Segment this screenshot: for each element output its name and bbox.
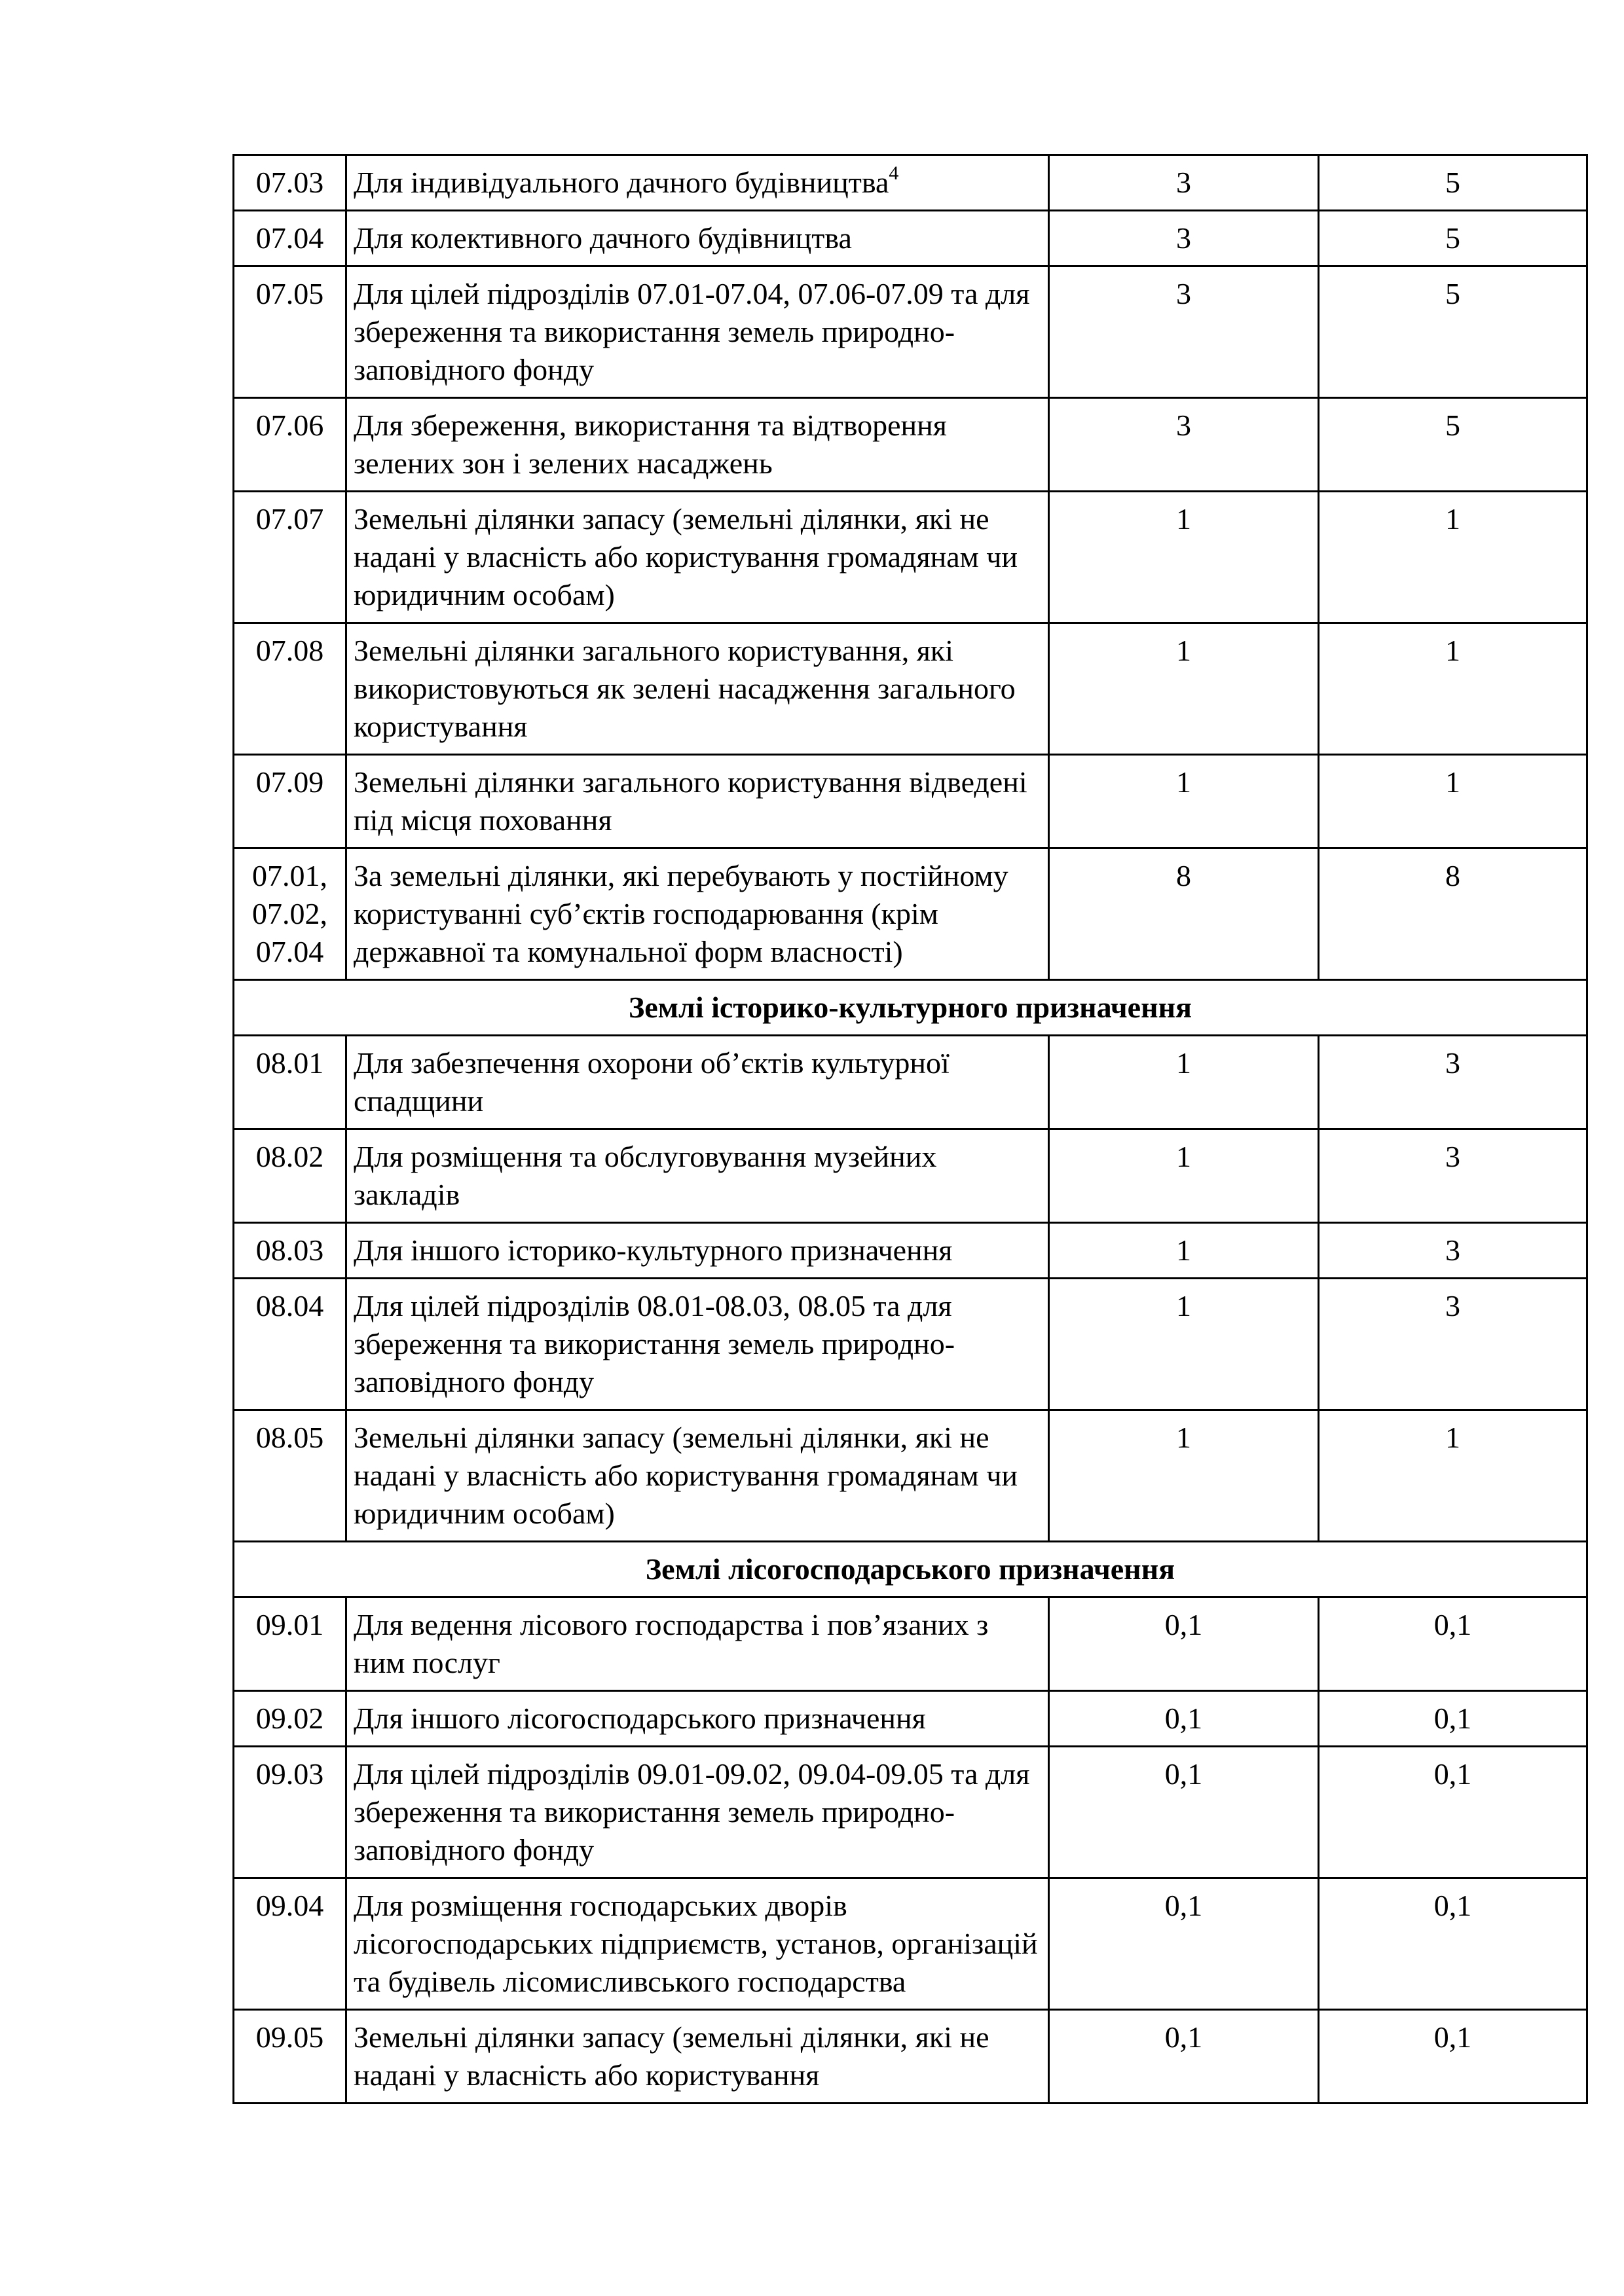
rate-value-2: 1: [1319, 1410, 1587, 1542]
land-code: 07.02,: [252, 897, 327, 930]
rate-value-2: 5: [1319, 398, 1587, 492]
land-code-cell: [234, 2010, 346, 2104]
land-code: 08.03: [255, 1233, 324, 1267]
description-text: Для іншого лісогосподарського призначення: [354, 1702, 926, 1735]
rate-value-1: 1: [1049, 1129, 1319, 1223]
rate-value-1: 0,1: [1049, 1597, 1319, 1691]
table-row: [234, 398, 1587, 492]
table-row: [234, 1223, 1587, 1279]
description-cell: [346, 848, 1049, 980]
rate-value-1: 3: [1049, 266, 1319, 398]
description-cell: [346, 1410, 1049, 1542]
land-code-cell: [234, 1597, 346, 1691]
footnote-marker: 4: [889, 162, 899, 184]
rate-value-1: 0,1: [1049, 1878, 1319, 2010]
land-code: 09.05: [255, 2020, 324, 2054]
description-cell: [346, 1597, 1049, 1691]
land-code: 07.07: [255, 502, 324, 536]
section-header-row: [234, 980, 1587, 1036]
land-code: 09.03: [255, 1757, 324, 1791]
description-cell: [346, 398, 1049, 492]
description-text: Для цілей підрозділів 08.01-08.03, 08.05 та для збереження та використання земель природно-заповідного фонду: [354, 1289, 955, 1398]
rate-value-1: 1: [1049, 755, 1319, 848]
rate-value-1: 3: [1049, 211, 1319, 266]
description-cell: [346, 1036, 1049, 1129]
land-code-cell: [234, 1691, 346, 1747]
land-code: 07.09: [255, 765, 324, 799]
rate-value-1: 3: [1049, 398, 1319, 492]
description-text: Для розміщення господарських дворів лісогосподарських підприємств, установ, організацій та будівель лісомисливського господарства: [354, 1889, 1038, 1998]
table-row: [234, 1691, 1587, 1747]
table-row: [234, 1878, 1587, 2010]
description-text: Земельні ділянки запасу (земельні ділянки, які не надані у власність або користування громадянам чи юридичним особам): [354, 502, 1018, 611]
land-code-cell: [234, 1279, 346, 1410]
table-row: [234, 211, 1587, 266]
land-code: 08.05: [255, 1421, 324, 1454]
rate-value-1: 3: [1049, 155, 1319, 211]
land-code: 07.05: [255, 277, 324, 310]
description-text: Для цілей підрозділів 09.01-09.02, 09.04-09.05 та для збереження та використання земель природно-заповідного фонду: [354, 1757, 1030, 1867]
land-code-cell: [234, 1223, 346, 1279]
description-cell: [346, 492, 1049, 623]
description-text: Для колективного дачного будівництва: [354, 221, 852, 255]
description-text: Для цілей підрозділів 07.01-07.04, 07.06-07.09 та для збереження та використання земель природно-заповідного фонду: [354, 277, 1030, 386]
land-code: 07.04: [255, 935, 324, 968]
rate-value-2: 0,1: [1319, 1691, 1587, 1747]
table-row: [234, 1279, 1587, 1410]
land-code-cell: [234, 1036, 346, 1129]
table-body: [234, 155, 1587, 2104]
land-code-cell: [234, 492, 346, 623]
land-code-cell: [234, 755, 346, 848]
land-code: 08.04: [255, 1289, 324, 1322]
land-code: 07.06: [255, 409, 324, 442]
description-text: За земельні ділянки, які перебувають у постійному користуванні суб’єктів господарювання (крім державної та комунальної форм власності): [354, 859, 1008, 968]
rate-value-1: 1: [1049, 623, 1319, 755]
table-row: [234, 848, 1587, 980]
rate-value-2: 0,1: [1319, 1597, 1587, 1691]
description-text: Для індивідуального дачного будівництва: [354, 166, 889, 199]
description-text: Для розміщення та обслуговування музейних закладів: [354, 1140, 937, 1211]
rate-value-1: 1: [1049, 492, 1319, 623]
description-cell: [346, 1691, 1049, 1747]
section-title: Землі лісогосподарського призначення: [234, 1542, 1587, 1597]
rate-value-2: 1: [1319, 755, 1587, 848]
land-code: 07.08: [255, 634, 324, 667]
land-code: 07.03: [255, 166, 324, 199]
rate-value-2: 3: [1319, 1129, 1587, 1223]
description-cell: [346, 1747, 1049, 1878]
description-cell: [346, 155, 1049, 211]
table-row: [234, 266, 1587, 398]
rate-value-2: 8: [1319, 848, 1587, 980]
table-row: [234, 1747, 1587, 1878]
land-code-cell: [234, 211, 346, 266]
description-text: Для іншого історико-культурного призначення: [354, 1233, 953, 1267]
description-cell: [346, 1279, 1049, 1410]
description-text: Для забезпечення охорони об’єктів культурної спадщини: [354, 1046, 950, 1118]
land-code: 09.04: [255, 1889, 324, 1922]
table-row: [234, 2010, 1587, 2104]
rate-value-2: 3: [1319, 1036, 1587, 1129]
description-cell: [346, 211, 1049, 266]
land-code-cell: [234, 398, 346, 492]
rate-value-2: 3: [1319, 1279, 1587, 1410]
table-row: [234, 1597, 1587, 1691]
rate-value-1: 8: [1049, 848, 1319, 980]
rate-value-2: 3: [1319, 1223, 1587, 1279]
description-text: Земельні ділянки загального користування, які використовуються як зелені насадження загального користування: [354, 634, 1016, 743]
land-code: 07.04: [255, 221, 324, 255]
rate-value-2: 1: [1319, 623, 1587, 755]
table-row: [234, 155, 1587, 211]
land-code-cell: [234, 155, 346, 211]
table-row: [234, 492, 1587, 623]
table-row: [234, 623, 1587, 755]
land-code-cell: [234, 266, 346, 398]
land-code: 09.01: [255, 1608, 324, 1641]
rate-value-2: 0,1: [1319, 1878, 1587, 2010]
rate-value-2: 5: [1319, 211, 1587, 266]
description-text: Для збереження, використання та відтворення зелених зон і зелених насаджень: [354, 409, 947, 480]
rate-value-1: 1: [1049, 1279, 1319, 1410]
table-row: [234, 1410, 1587, 1542]
description-cell: [346, 1878, 1049, 2010]
land-tax-rates-table: [232, 154, 1588, 2104]
land-code-cell: [234, 848, 346, 980]
land-code-cell: [234, 623, 346, 755]
rate-value-1: 0,1: [1049, 2010, 1319, 2104]
table-row: [234, 755, 1587, 848]
description-text: Земельні ділянки загального користування відведені під місця поховання: [354, 765, 1027, 837]
land-code-cell: [234, 1410, 346, 1542]
land-code-cell: [234, 1747, 346, 1878]
land-code: 08.01: [255, 1046, 324, 1080]
rate-value-1: 0,1: [1049, 1691, 1319, 1747]
land-code-cell: [234, 1878, 346, 2010]
description-cell: [346, 266, 1049, 398]
description-text: Земельні ділянки запасу (земельні ділянки, які не надані у власність або користування: [354, 2020, 989, 2092]
rate-value-1: 1: [1049, 1410, 1319, 1542]
section-title: Землі історико-культурного призначення: [234, 980, 1587, 1036]
description-cell: [346, 755, 1049, 848]
description-cell: [346, 1223, 1049, 1279]
description-cell: [346, 2010, 1049, 2104]
rate-value-2: 5: [1319, 266, 1587, 398]
land-code: 07.01,: [252, 859, 327, 892]
rate-value-2: 5: [1319, 155, 1587, 211]
rate-value-2: 0,1: [1319, 1747, 1587, 1878]
land-code: 08.02: [255, 1140, 324, 1173]
rate-value-1: 1: [1049, 1223, 1319, 1279]
rate-value-2: 1: [1319, 492, 1587, 623]
table-row: [234, 1036, 1587, 1129]
description-text: Для ведення лісового господарства і пов’язаних з ним послуг: [354, 1608, 989, 1679]
rate-value-2: 0,1: [1319, 2010, 1587, 2104]
description-cell: [346, 623, 1049, 755]
rate-value-1: 0,1: [1049, 1747, 1319, 1878]
table-row: [234, 1129, 1587, 1223]
land-code: 09.02: [255, 1702, 324, 1735]
rate-value-1: 1: [1049, 1036, 1319, 1129]
description-text: Земельні ділянки запасу (земельні ділянки, які не надані у власність або користування громадянам чи юридичним особам): [354, 1421, 1018, 1530]
land-code-cell: [234, 1129, 346, 1223]
section-header-row: [234, 1542, 1587, 1597]
description-cell: [346, 1129, 1049, 1223]
